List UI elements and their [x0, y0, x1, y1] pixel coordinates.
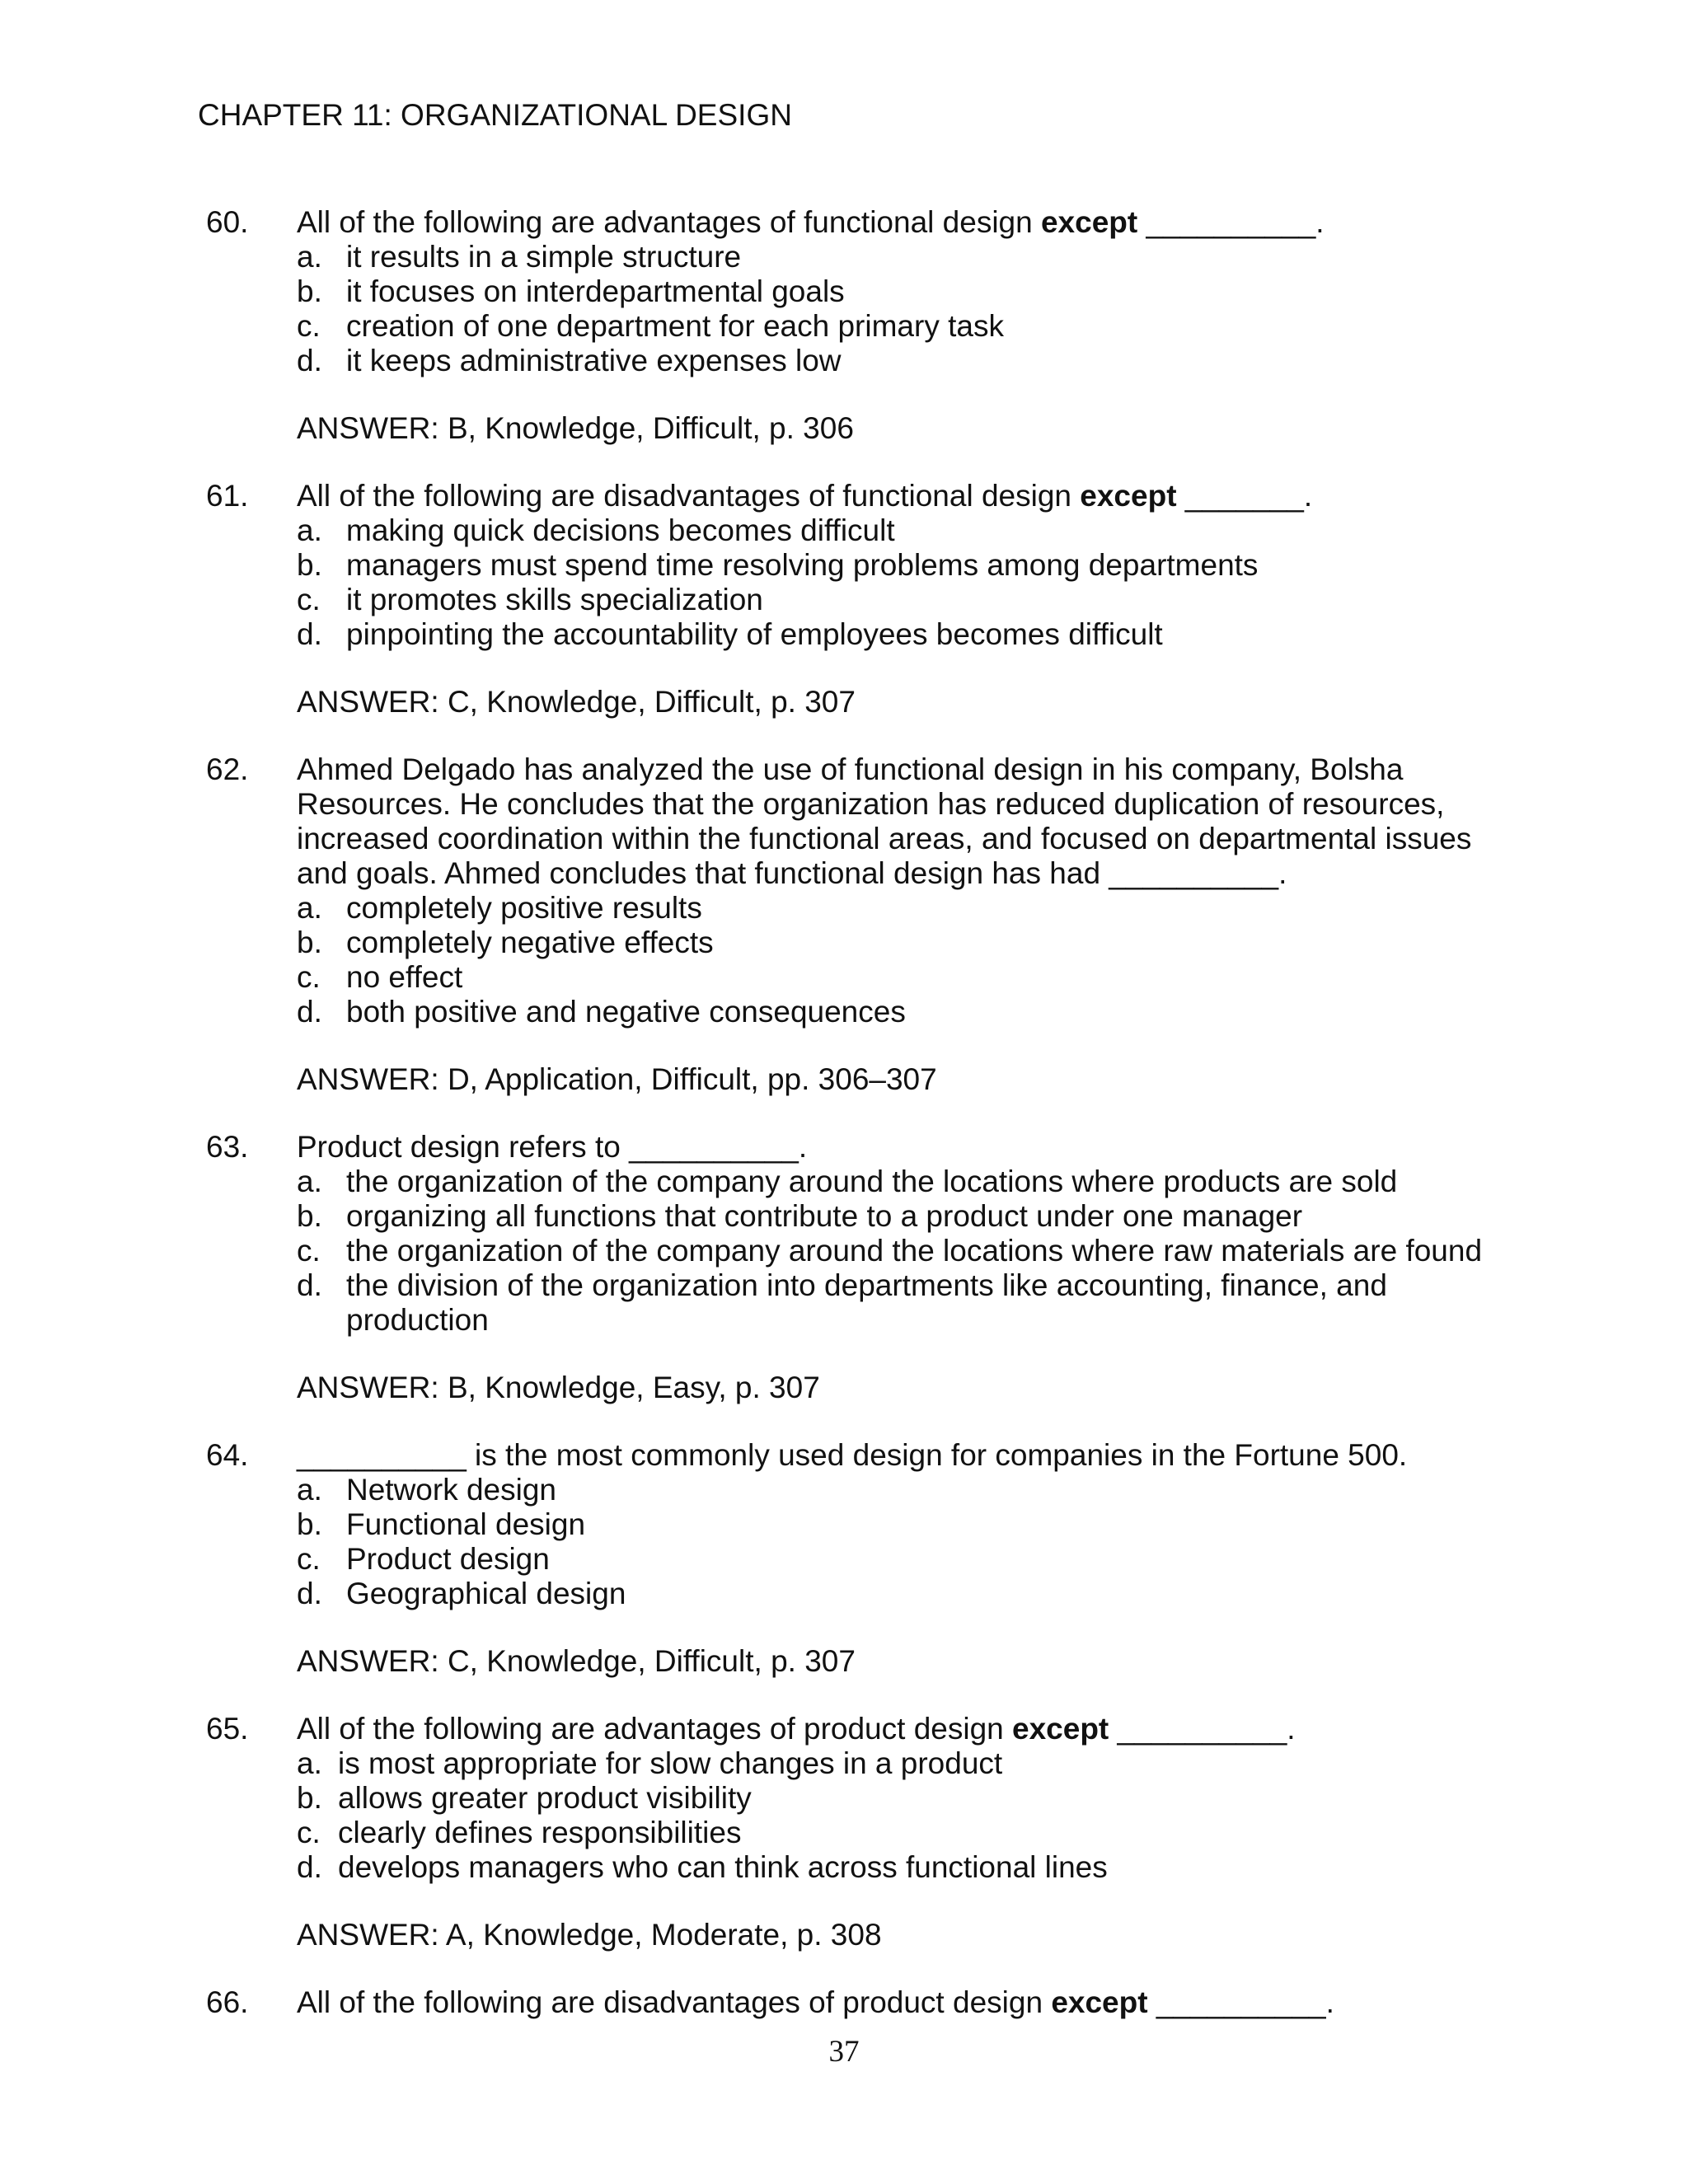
option-c: c. it promotes skills specialization — [297, 583, 763, 616]
option-c: c. no effect — [297, 960, 463, 994]
answer-line: ANSWER: A, Knowledge, Moderate, p. 308 — [297, 1918, 882, 1952]
answer-line: ANSWER: B, Knowledge, Difficult, p. 306 — [297, 411, 854, 445]
question-stem: All of the following are advantages of functional design except __________. — [297, 205, 1325, 239]
chapter-title: CHAPTER 11: ORGANIZATIONAL DESIGN — [198, 98, 792, 132]
answer-line: ANSWER: C, Knowledge, Difficult, p. 307 — [297, 1644, 856, 1678]
question-stem-line: Resources. He concludes that the organization has reduced duplication of resources, — [297, 787, 1445, 821]
option-d-continuation: production — [346, 1303, 489, 1337]
option-b: b. organizing all functions that contribute to a product under one manager — [297, 1199, 1303, 1233]
question-number: 63. — [206, 1130, 249, 1164]
option-b: b. completely negative effects — [297, 926, 714, 959]
question-stem: __________ is the most commonly used design for companies in the Fortune 500. — [297, 1438, 1408, 1472]
question-number: 62. — [206, 752, 249, 786]
option-a: a. Network design — [297, 1473, 557, 1507]
option-d: d. develops managers who can think across functional lines — [297, 1850, 1108, 1884]
option-a: a. is most appropriate for slow changes in a product — [297, 1746, 1003, 1780]
option-c: c. creation of one department for each primary task — [297, 309, 1004, 343]
option-b: b. allows greater product visibility — [297, 1781, 752, 1815]
answer-line: ANSWER: B, Knowledge, Easy, p. 307 — [297, 1371, 820, 1404]
option-b: b. managers must spend time resolving problems among departments — [297, 548, 1259, 582]
option-a: a. it results in a simple structure — [297, 240, 742, 274]
question-number: 60. — [206, 205, 249, 239]
question-number: 61. — [206, 479, 249, 513]
option-d: d. Geographical design — [297, 1577, 626, 1610]
option-b: b. it focuses on interdepartmental goals — [297, 274, 845, 308]
question-stem: All of the following are advantages of product design except __________. — [297, 1712, 1296, 1746]
question-stem-line: and goals. Ahmed concludes that functional design has had __________. — [297, 856, 1287, 890]
option-a: a. completely positive results — [297, 891, 702, 925]
option-b: b. Functional design — [297, 1507, 586, 1541]
answer-line: ANSWER: C, Knowledge, Difficult, p. 307 — [297, 685, 856, 719]
question-stem: All of the following are disadvantages of product design except __________. — [297, 1985, 1334, 2019]
option-d: d. pinpointing the accountability of employees becomes difficult — [297, 617, 1163, 651]
option-c: c. clearly defines responsibilities — [297, 1816, 742, 1849]
question-stem: Product design refers to __________. — [297, 1130, 808, 1164]
question-stem: All of the following are disadvantages of functional design except _______. — [297, 479, 1313, 513]
option-a: a. making quick decisions becomes difficult — [297, 513, 895, 547]
option-d: d. the division of the organization into departments like accounting, finance, and — [297, 1268, 1387, 1302]
option-c: c. Product design — [297, 1542, 550, 1576]
option-a: a. the organization of the company around the locations where products are sold — [297, 1165, 1398, 1198]
question-number: 64. — [206, 1438, 249, 1472]
option-c: c. the organization of the company around the locations where raw materials are found — [297, 1234, 1483, 1268]
option-d: d. it keeps administrative expenses low — [297, 344, 842, 377]
question-stem-line: increased coordination within the functional areas, and focused on departmental issues — [297, 822, 1472, 855]
question-stem-line: Ahmed Delgado has analyzed the use of functional design in his company, Bolsha — [297, 752, 1404, 786]
question-number: 66. — [206, 1985, 249, 2019]
page-number: 37 — [828, 2035, 860, 2069]
question-number: 65. — [206, 1712, 249, 1746]
option-d: d. both positive and negative consequences — [297, 995, 906, 1029]
answer-line: ANSWER: D, Application, Difficult, pp. 306–307 — [297, 1062, 937, 1096]
